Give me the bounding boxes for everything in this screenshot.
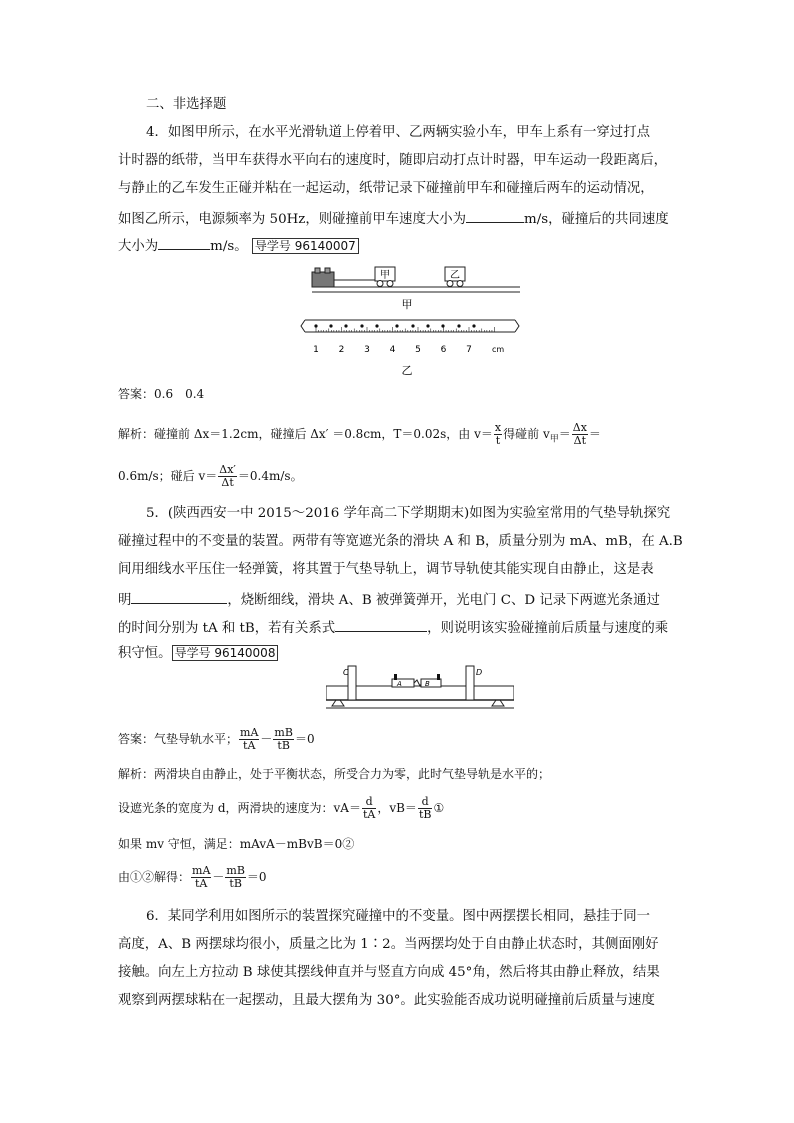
frac-num: Δx xyxy=(572,421,587,434)
fig-label-yi: 乙 xyxy=(401,364,413,377)
frac-den: Δt xyxy=(573,434,587,447)
ruler-number: 2 xyxy=(338,345,345,355)
q5-line-6 xyxy=(118,645,678,661)
frac-den: tA xyxy=(362,808,376,821)
ruler-unit: cm xyxy=(492,345,505,354)
ruler-scale xyxy=(316,327,495,332)
fraction-dx-prime-dt xyxy=(218,464,237,489)
section-title: 二、非选择题 xyxy=(146,97,227,112)
frac-den: tA xyxy=(195,877,208,890)
photogate-d-icon xyxy=(466,666,474,700)
q5-answer-b: ＝0 xyxy=(294,732,315,746)
ruler-number: 3 xyxy=(364,345,370,355)
q4-line-4-text-a: 如图乙所示，电源频率为 50Hz，则碰撞前甲车速度大小为 xyxy=(118,212,467,227)
ruler-number: 4 xyxy=(389,345,396,355)
frac-num: x xyxy=(494,421,502,434)
label-a: A xyxy=(397,680,402,688)
q4-line-1: 4．如图甲所示，在水平光滑轨道上停着甲、乙两辆实验小车，甲车上系有一穿过打点 xyxy=(146,125,650,140)
q5-line-5-a: 的时间分别为 tA 和 tB，若有关系式 xyxy=(118,621,336,636)
q4-solution-label: 解析： xyxy=(118,427,155,441)
q4-sol1-a: 碰撞前 Δx＝1.2cm，碰撞后 Δx′ ＝0.8cm，T＝0.02s，由 v＝ xyxy=(154,427,493,441)
minus-sign: － xyxy=(260,732,273,746)
ruler-number: 6 xyxy=(440,345,447,355)
cart-a-label: 甲 xyxy=(380,270,390,281)
frac-den: Δt xyxy=(221,476,234,489)
q5-solution-3: 如果 mv 守恒，满足：mAvA－mBvB＝0② xyxy=(118,837,355,851)
q5-line-2: 碰撞过程中的不变量的装置。两带有等宽遮光条的滑块 A 和 B，质量分别为 mA、mB，在 A.B xyxy=(118,534,683,549)
q5-line-5 xyxy=(118,619,678,635)
q4-blank-1[interactable] xyxy=(466,210,524,223)
q4-solution-2 xyxy=(118,462,678,490)
q4-sol1-d: ＝ xyxy=(588,427,601,441)
q4-sol1-c: ＝ xyxy=(558,427,571,441)
q4-line-3: 与静止的乙车发生正碰并粘在一起运动，纸带记录下碰撞前甲车和碰撞后两车的运动情况， xyxy=(118,181,654,196)
q4-line-4-text-b: m/s，碰撞后的共同速度 xyxy=(524,212,669,227)
q6-line-3: 接触。向左上方拉动 B 球使其摆线伸直并与竖直方向成 45°角，然后将其由静止释放，结果 xyxy=(118,965,660,980)
cart-b-label: 乙 xyxy=(450,270,460,281)
q5-solution-label: 解析： xyxy=(118,767,155,781)
q6-line-4: 观察到两摆球粘在一起摆动，且最大摆角为 30°。此实验能否成功说明碰撞前后质量与速度 xyxy=(118,993,655,1008)
q6-line-2: 高度，A、B 两摆球均很小，质量之比为 1∶2。当两摆均处于自由静止状态时，其侧面刚好 xyxy=(118,937,659,952)
slider-b-icon xyxy=(421,679,441,687)
q5-line-3: 间用细线水平压住一轻弹簧，将其置于气垫导轨上，调节导轨使其能实现自由静止，这是表 xyxy=(118,562,654,577)
fraction-x-t xyxy=(494,422,502,447)
q5-line-4-b: ，烧断细线，滑块 A、B 被弹簧弹开，光电门 C、D 记录下两遮光条通过 xyxy=(227,593,660,608)
q4-answer-text: 0.6 0.4 xyxy=(154,387,205,401)
frac-num: Δx′ xyxy=(219,463,236,476)
q5-line-6-text: 积守恒。 xyxy=(118,646,172,661)
frac-num: mB xyxy=(226,864,245,877)
slider-a-icon xyxy=(392,679,414,687)
frac-num: mA xyxy=(192,864,211,877)
q6-line-1: 6．某同学利用如图所示的装置探究碰撞中的不变量。图中两摆摆长相同，悬挂于同一 xyxy=(146,909,650,924)
frac-den: tB xyxy=(229,877,242,890)
q5-blank-1[interactable] xyxy=(131,591,227,604)
frac-den: t xyxy=(495,434,501,447)
q4-answer xyxy=(118,388,678,400)
ruler-number: 5 xyxy=(415,345,421,355)
q5-answer-label: 答案： xyxy=(118,732,155,746)
label-c: C xyxy=(343,668,349,677)
q4-line-2: 计时器的纸带，当甲车获得水平向右的速度时，随即启动打点计时器，甲车运动一段距离后， xyxy=(118,153,668,168)
q5-sol4-b: ＝0 xyxy=(246,870,267,884)
timer-icon xyxy=(312,272,334,287)
q4-figure xyxy=(300,262,522,382)
q5-figure xyxy=(326,664,514,714)
q4-line-4 xyxy=(118,210,678,226)
frac-den: tB xyxy=(418,808,432,821)
q5-line-1: 5．(陕西西安一中 2015～2016 学年高二下学期期末)如图为实验室常用的气垫导轨探究 xyxy=(146,506,671,521)
q5-sol2-b: ，vB＝ xyxy=(377,801,417,815)
q4-sol2-a: 0.6m/s；碰后 v＝ xyxy=(118,469,218,483)
q5-solution-2 xyxy=(118,792,678,824)
q4-line-5-text-a: 大小为 xyxy=(118,239,159,254)
q4-line-5 xyxy=(118,237,678,254)
ruler-number: 1 xyxy=(313,345,319,355)
q5-line-4-a: 明 xyxy=(118,593,132,608)
q5-blank-2[interactable] xyxy=(335,619,427,632)
q5-sol2-a: 设遮光条的宽度为 d，两滑块的速度为：vA＝ xyxy=(118,801,361,815)
frac-den: tA xyxy=(243,739,256,752)
fig-label-jia: 甲 xyxy=(401,298,413,311)
q4-sol1-sub: 甲 xyxy=(549,434,559,445)
q5-sol1-text: 两滑块自由静止，处于平衡状态，所受合力为零，此时气垫导轨是水平的； xyxy=(154,767,551,781)
q5-answer-a: 气垫导轨水平； xyxy=(154,732,239,746)
label-d: D xyxy=(476,668,483,677)
fraction-mA-tA xyxy=(239,727,259,752)
fraction-mB-tB-2 xyxy=(225,865,246,890)
q5-solution-1 xyxy=(118,768,678,780)
photogate-c-icon xyxy=(348,666,356,700)
fraction-mB-tB xyxy=(273,727,294,752)
q5-line-4 xyxy=(118,591,678,607)
q4-sol2-b: ＝0.4m/s。 xyxy=(237,469,303,483)
frac-num: mB xyxy=(274,726,293,739)
fraction-mA-tA-2 xyxy=(191,865,211,890)
fraction-d-tA xyxy=(362,796,376,821)
q5-solution-4 xyxy=(118,860,678,894)
tape-dots xyxy=(314,324,475,327)
q4-reference-number: 导学号 96140007 xyxy=(252,238,359,254)
label-b: B xyxy=(425,680,430,688)
fraction-d-tB xyxy=(418,796,433,821)
ruler-number: 7 xyxy=(466,345,472,355)
q5-line-5-b: ，则说明该实验碰撞前后质量与速度的乘 xyxy=(427,621,669,636)
frac-den: tB xyxy=(277,739,290,752)
frac-num: mA xyxy=(240,726,259,739)
minus-sign: － xyxy=(212,870,225,884)
frac-num: d xyxy=(418,796,433,809)
q4-solution-1 xyxy=(118,420,678,448)
q5-reference-number: 导学号 96140008 xyxy=(172,645,279,661)
q4-sol1-b: 得碰前 v xyxy=(503,427,550,441)
fraction-dx-dt xyxy=(572,422,588,447)
q4-line-5-text-b: m/s。 xyxy=(210,239,248,254)
frac-num: d xyxy=(362,796,376,809)
q5-sol2-c: ① xyxy=(433,801,445,815)
q4-answer-label: 答案： xyxy=(118,387,155,401)
q4-blank-2[interactable] xyxy=(158,237,210,250)
q5-sol4-a: 由①②解得： xyxy=(118,870,191,884)
q5-answer xyxy=(118,722,678,756)
